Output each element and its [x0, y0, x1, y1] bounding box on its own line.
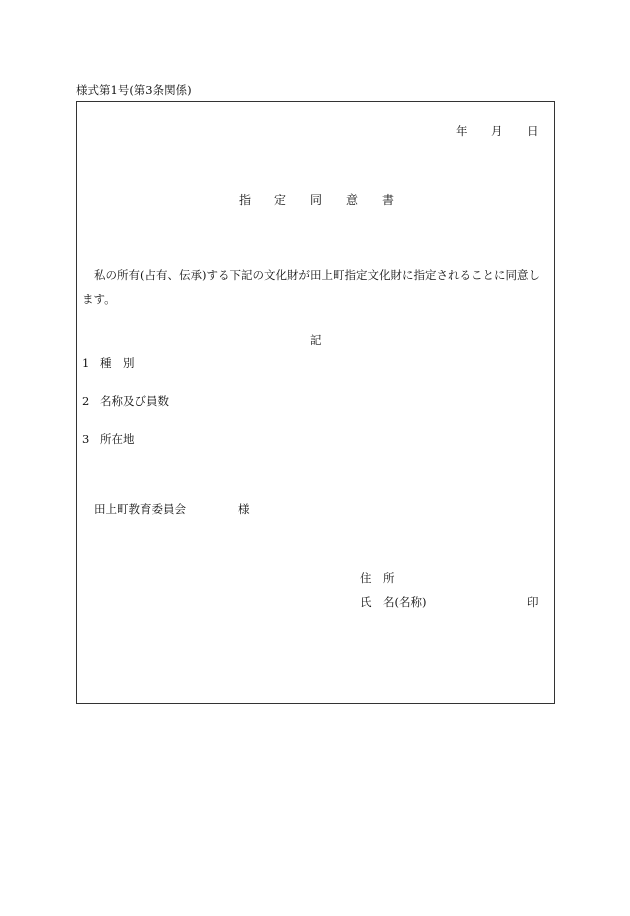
seal-mark: 印	[527, 595, 539, 609]
document-title-char: 書	[382, 193, 395, 207]
address-label: 住 所	[360, 571, 395, 585]
form-number-label: 様式第1号(第3条関係)	[76, 83, 192, 97]
item-number: 1	[82, 356, 90, 370]
date-year-label: 年	[456, 124, 468, 138]
item-label-type: 種 別	[100, 356, 135, 370]
name-label: 氏 名(名称)	[360, 595, 427, 609]
consent-statement: 私の所有(占有、伝承)する下記の文化財が田上町指定文化財に指定されることに同意します。	[82, 268, 540, 306]
document-title-char: 指	[239, 193, 252, 207]
honorific: 様	[238, 502, 250, 516]
ki-heading: 記	[310, 333, 322, 347]
document-title-char: 同	[310, 193, 323, 207]
item-number: 3	[82, 432, 90, 446]
document-title-char: 意	[346, 193, 359, 207]
item-label-name-quantity: 名称及び員数	[100, 394, 169, 408]
item-label-location: 所在地	[100, 432, 135, 446]
date-month-label: 月	[491, 124, 503, 138]
date-day-label: 日	[527, 124, 539, 138]
addressee: 田上町教育委員会	[94, 502, 186, 516]
document-title-char: 定	[274, 193, 287, 207]
item-number: 2	[82, 394, 90, 408]
